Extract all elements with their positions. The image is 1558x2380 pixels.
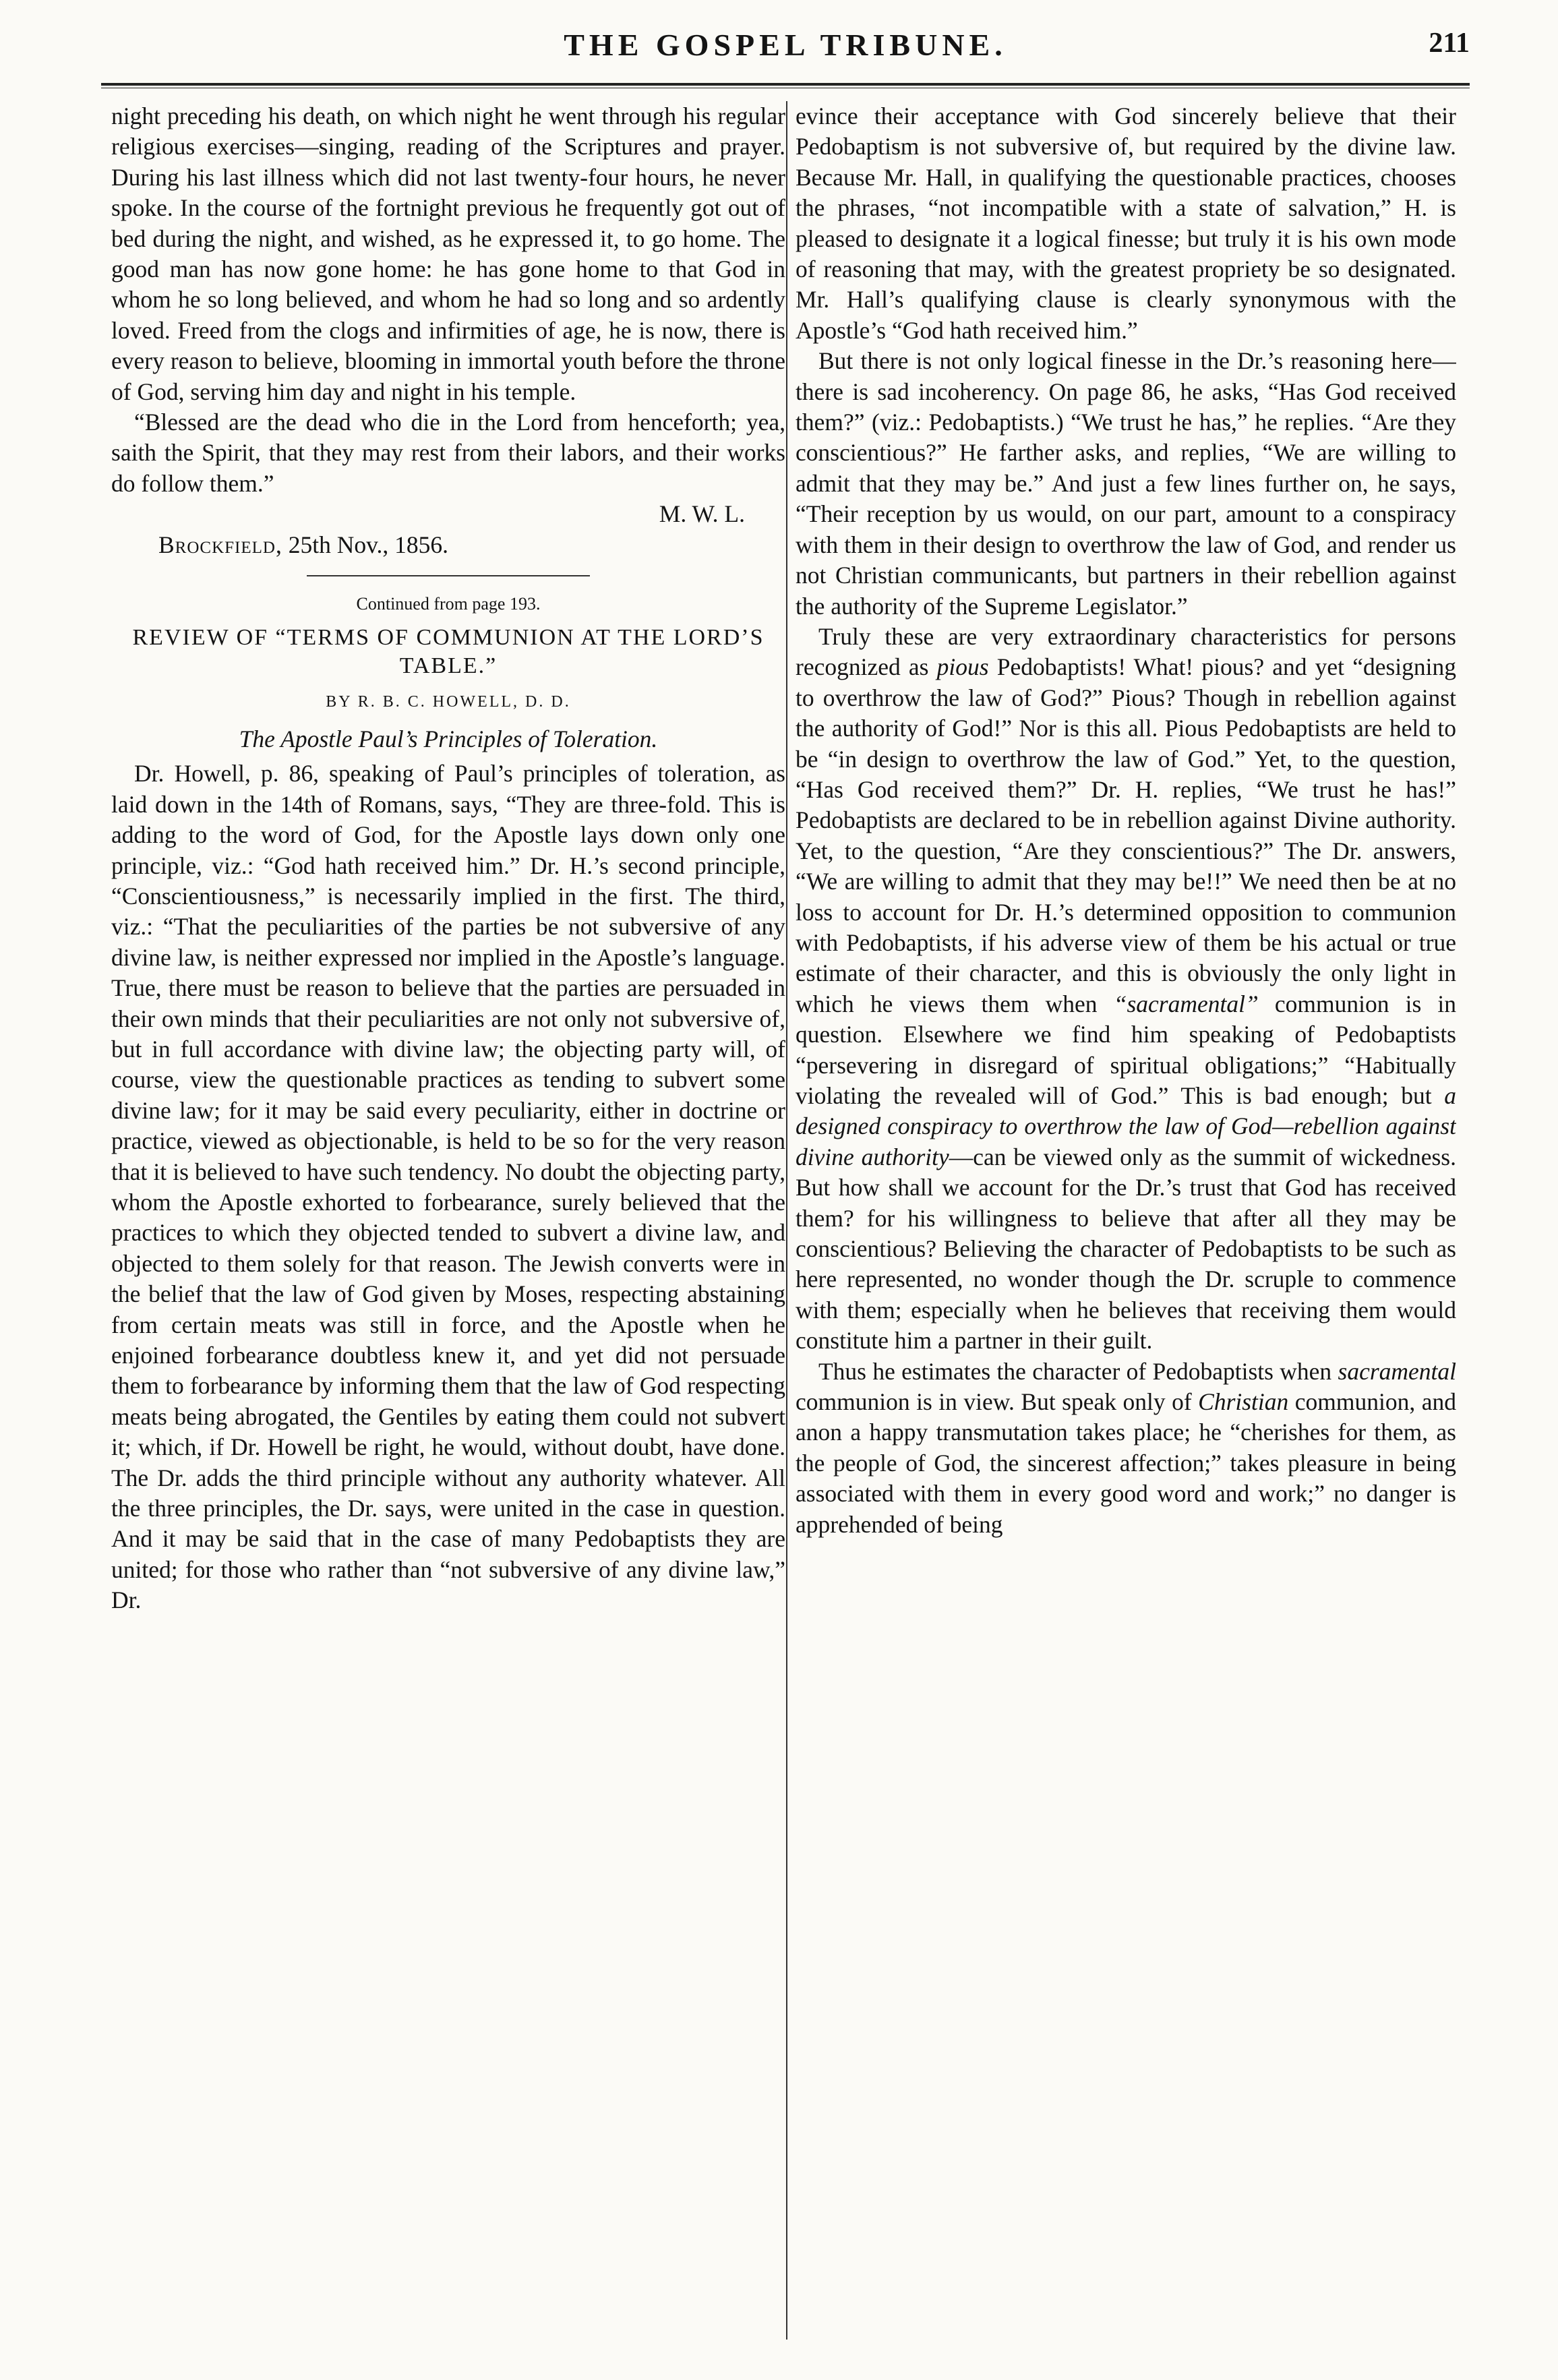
emphasis: Christian (1198, 1388, 1289, 1416)
page-header (101, 27, 1470, 74)
dateline (111, 530, 785, 560)
text-run: —can be viewed only as the summit of wickedness. But how shall we account for the Dr.’s trust that God has received them? for his willingness to believe that after all they may be conscientious? Believing the character of Pedobaptists to be such as here represented, no wonder though the Dr. scruple to commence with them; especially when he believes that receiving them would constitute him a partner in their guilt. (796, 1143, 1456, 1355)
emphasis: sacramental (1338, 1357, 1456, 1385)
author-signature: M. W. L. (659, 500, 745, 528)
emphasis: pious (936, 653, 989, 681)
right-column (796, 101, 1456, 2346)
section-divider (307, 575, 590, 576)
publication-title: THE GOSPEL TRIBUNE. (564, 28, 1007, 62)
article-paragraph (796, 1357, 1456, 1540)
scripture-quote: “Blessed are the dead who die in the Lord from henceforth; yea, saith the Spirit, that they may rest from their labors, and their works do follow them.” (111, 409, 785, 497)
text-run: communion is in question. Elsewhere we find him speaking of Pedobaptists “persevering in disregard of spiritual obligations;” “Habitually violating the revealed will of God.” This is bad enough; but (796, 990, 1456, 1109)
left-column (111, 101, 785, 2346)
text-run: Truly these are very extraordinary characteristics for persons recognized as (796, 622, 1456, 681)
dateline-date: 25th Nov., 1856. (288, 531, 449, 558)
emphasis: a designed conspiracy to overthrow the law of God—rebellion against divine authority (796, 1082, 1456, 1170)
column-divider (786, 101, 787, 2340)
dateline-place: Brockfield, (158, 531, 282, 558)
article-paragraph: evince their acceptance with God sincerely believe that their Pedobaptism is not subversive of, but required by the divine law. Because Mr. Hall, in qualifying the questionable practices, chooses the phrases, “not incompatible with a state of salvation,” H. is pleased to designate it a logical finesse; but truly it is his own mode of reasoning that may, with the greatest propriety be so designated. Mr. Hall’s qualifying clause is clearly synonymous with the Apostle’s “God hath received him.” (796, 102, 1456, 344)
article-paragraph (796, 622, 1456, 1357)
article-subheading: The Apostle Paul’s Principles of Toleration. (239, 725, 658, 752)
article-paragraph: Dr. Howell, p. 86, speaking of Paul’s principles of toleration, as laid down in the 14th of Romans, says, “They are three-fold. This is adding to the word of God, for the Apostle lays down only one principle, viz.: “God hath received him.” Dr. H.’s second principle, “Conscientiousness,” is necessarily implied in the first. The third, viz.: “That the peculiarities of the parties be not subversive of any divine law, is neither expressed nor implied in the Apostle’s language. True, there must be reason to believe that the parties are persuaded in their own minds that their peculiarities are not only not subversive of, but in full accordance with divine law; the objecting party will, of course, view the questionable practices as tending to subvert some divine law; for it may be said every peculiarity, either in doctrine or practice, viewed as objectionable, is held to be so for the very reason that it is believed to have such tendency. No doubt the objecting party, whom the Apostle exhorted to forbearance, surely believed that the practices to which they objected tended to subvert a divine law, and objected to them solely for that reason. The Jewish converts were in the belief that the law of God given by Moses, respecting abstaining from certain meats was still in force, and the Apostle when he enjoined forbearance doubtless knew it, and yet did not persuade them to forbearance by informing them that the law of God respecting meats being abrogated, the Gentiles by eating them could not subvert it; which, if Dr. Howell be right, he would, without doubt, have done. The Dr. adds the third principle without any authority whatever. All the three principles, the Dr. says, were united in the case in question. And it may be said that in the case of many Pedobaptists they are united; for those who rather than “not subversive of any divine law,” Dr. (111, 760, 785, 1614)
page-number: 211 (1429, 28, 1470, 59)
continued-note: Continued from page 193. (356, 594, 541, 614)
text-run: communion, and anon a happy transmutation takes place; he “cherishes for them, as the people of God, the sincerest affection;” takes pleasure in being associated with them in every good word and work;” no danger is apprehended of being (796, 1388, 1456, 1538)
article-paragraph: But there is not only logical finesse in the Dr.’s reasoning here—there is sad incoherency. On page 86, he asks, “Has God received them?” (viz.: Pedobaptists.) “We trust he has,” he replies. “Are they conscientious?” He farther asks, and replies, “We are willing to admit that they may be.” And just a few lines further on, he says, “Their reception by us would, on our part, amount to a conspiracy with them in their design to overthrow the law of God, and render us not Christian communicants, but partners in their rebellion against the authority of the Supreme Legislator.” (796, 347, 1456, 620)
text-run: communion is in view. But speak only of (796, 1388, 1192, 1416)
emphasis: “sacramental” (1113, 990, 1259, 1017)
text-run: Pedobaptists! What! pious? and yet “designing to overthrow the law of God?” Pious? Though in rebellion against the authority of God!” Nor is this all. Pious Pedobaptists are held to be “in design to overthrow the law of God.” Yet, to the question, “Has God received them?” Dr. H. replies, “We trust he has!” Pedobaptists are declared to be in rebellion against Divine authority. Yet, to the question, “Are they conscientious?” The Dr. answers, “We are willing to admit that they may be!!” We need then be at no loss to account for Dr. H.’s determined opposition to communion with Pedobaptists, if his adverse view of them be his actual or true estimate of their character, and this is obviously the only light in which he views them when (796, 653, 1456, 1017)
header-rule (101, 83, 1470, 88)
text-run: Thus he estimates the character of Pedobaptists when (818, 1357, 1332, 1385)
article-byline: BY R. B. C. HOWELL, D. D. (326, 692, 571, 711)
article-title: REVIEW OF “TERMS OF COMMUNION AT THE LORD’S TABLE.” (132, 624, 765, 678)
obituary-paragraph: night preceding his death, on which night he went through his regular religious exercises—singing, reading of the Scriptures and prayer. During his last illness which did not last twenty-four hours, he never spoke. In the course of the fortnight previous he frequently got out of bed during the night, and wished, as he expressed it, to go home. The good man has now gone home: he has gone home to that God in whom he so long believed, and whom he had so long and so ardently loved. Freed from the clogs and infirmities of age, he is now, there is every reason to believe, blooming in immortal youth before the throne of God, serving him day and night in his temple. (111, 102, 785, 405)
